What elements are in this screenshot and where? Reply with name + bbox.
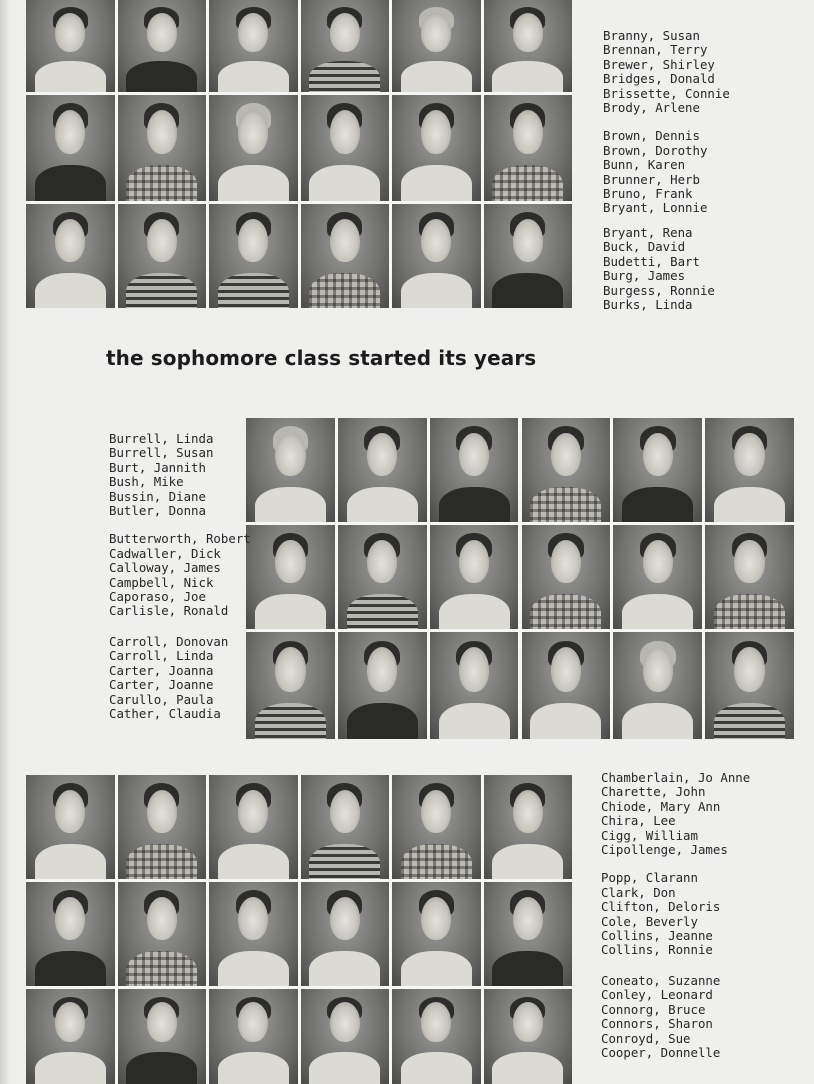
student-name: Bryant, Lonnie	[603, 200, 708, 216]
name-group	[109, 532, 251, 618]
student-portrait-photo	[26, 95, 115, 201]
student-name: Bush, Mike	[109, 474, 184, 490]
student-portrait-photo	[613, 632, 702, 739]
student-portrait-photo	[209, 989, 298, 1084]
student-portrait-photo	[392, 775, 481, 879]
student-portrait-photo	[392, 204, 481, 308]
name-list-bottom	[601, 771, 750, 1060]
student-portrait-photo	[484, 882, 573, 986]
student-portrait-photo	[209, 95, 298, 201]
student-portrait-photo	[301, 0, 390, 92]
student-portrait-photo	[246, 418, 335, 522]
student-name: Budetti, Bart	[603, 253, 700, 269]
student-name: Cather, Claudia	[109, 705, 221, 721]
student-name: Bryant, Rena	[603, 224, 693, 240]
student-name: Campbell, Nick	[109, 574, 214, 590]
student-portrait-photo	[392, 95, 481, 201]
name-group	[601, 974, 750, 1060]
student-portrait-photo	[118, 95, 207, 201]
name-list-top	[603, 29, 730, 312]
student-name: Cipollenge, James	[601, 842, 728, 858]
portrait-grid-top	[26, 0, 572, 308]
student-portrait-photo	[118, 882, 207, 986]
student-portrait-photo	[26, 989, 115, 1084]
student-portrait-photo	[430, 632, 519, 739]
student-portrait-photo	[209, 204, 298, 308]
name-group	[603, 129, 730, 215]
student-portrait-photo	[26, 0, 115, 92]
student-name: Carullo, Paula	[109, 691, 214, 707]
student-portrait-photo	[705, 525, 794, 629]
student-portrait-photo	[484, 0, 573, 92]
student-portrait-photo	[705, 418, 794, 522]
name-group	[109, 635, 251, 721]
student-name: Brewer, Shirley	[603, 56, 715, 72]
student-name: Burrell, Susan	[109, 445, 214, 461]
student-portrait-photo	[522, 418, 611, 522]
student-name: Bruno, Frank	[603, 186, 693, 202]
student-name: Butler, Donna	[109, 503, 206, 519]
student-name: Clark, Don	[601, 884, 676, 900]
student-name: Burgess, Ronnie	[603, 282, 715, 298]
student-portrait-photo	[392, 882, 481, 986]
section-heading: the sophomore class started its years	[106, 346, 537, 370]
student-portrait-photo	[613, 418, 702, 522]
student-portrait-photo	[301, 882, 390, 986]
student-portrait-photo	[484, 95, 573, 201]
student-name: Chamberlain, Jo Anne	[601, 770, 751, 785]
student-name: Carroll, Linda	[109, 648, 214, 664]
student-name: Brody, Arlene	[603, 100, 700, 116]
student-name: Charette, John	[601, 784, 706, 800]
name-group	[601, 871, 750, 957]
student-portrait-photo	[392, 0, 481, 92]
student-portrait-photo	[209, 775, 298, 879]
name-group	[601, 771, 750, 857]
student-name: Burt, Jannith	[109, 459, 206, 475]
student-name: Cadwaller, Dick	[109, 545, 221, 561]
student-portrait-photo	[484, 204, 573, 308]
student-name: Carter, Joanna	[109, 662, 214, 678]
student-name: Conroyd, Sue	[601, 1030, 691, 1046]
student-portrait-photo	[301, 95, 390, 201]
student-name: Brennan, Terry	[603, 42, 708, 58]
student-name: Bussin, Diane	[109, 488, 206, 504]
student-name: Carter, Joanne	[109, 677, 214, 693]
student-name: Carlisle, Ronald	[109, 603, 229, 619]
student-name: Branny, Susan	[603, 28, 700, 43]
student-portrait-photo	[484, 989, 573, 1084]
student-portrait-photo	[26, 775, 115, 879]
student-portrait-photo	[338, 632, 427, 739]
student-name: Popp, Clarann	[601, 870, 698, 886]
student-name: Cigg, William	[601, 827, 698, 843]
name-group	[603, 226, 730, 312]
portrait-grid-bottom	[26, 775, 572, 1084]
student-name: Collins, Ronnie	[601, 942, 713, 958]
student-name: Brown, Dennis	[603, 128, 700, 144]
student-name: Cole, Beverly	[601, 913, 698, 929]
student-portrait-photo	[705, 632, 794, 739]
student-portrait-photo	[338, 418, 427, 522]
student-portrait-photo	[522, 525, 611, 629]
student-name: Cooper, Donnelle	[601, 1044, 721, 1060]
student-name: Carroll, Donovan	[109, 633, 229, 649]
student-portrait-photo	[118, 0, 207, 92]
student-portrait-photo	[392, 989, 481, 1084]
student-portrait-photo	[209, 0, 298, 92]
student-name: Clifton, Deloris	[601, 899, 721, 915]
student-portrait-photo	[246, 525, 335, 629]
student-name: Collins, Jeanne	[601, 928, 713, 944]
portrait-grid-middle	[246, 418, 794, 739]
student-portrait-photo	[301, 204, 390, 308]
student-portrait-photo	[484, 775, 573, 879]
student-portrait-photo	[430, 418, 519, 522]
student-name: Burrell, Linda	[109, 431, 214, 446]
student-portrait-photo	[246, 632, 335, 739]
student-name: Chiode, Mary Ann	[601, 798, 721, 814]
name-group	[109, 432, 251, 518]
student-name: Burg, James	[603, 268, 686, 284]
student-name: Connorg, Bruce	[601, 1001, 706, 1017]
student-portrait-photo	[613, 525, 702, 629]
student-name: Conley, Leonard	[601, 987, 713, 1003]
student-portrait-photo	[209, 882, 298, 986]
student-name: Brown, Dorothy	[603, 142, 708, 158]
student-portrait-photo	[118, 775, 207, 879]
student-name: Bunn, Karen	[603, 157, 686, 173]
student-name: Coneato, Suzanne	[601, 972, 721, 988]
student-name: Calloway, James	[109, 560, 221, 576]
student-name: Connors, Sharon	[601, 1016, 713, 1032]
name-group	[603, 29, 730, 115]
student-name: Burks, Linda	[603, 296, 693, 312]
page-gutter-shadow	[0, 0, 10, 1084]
student-portrait-photo	[430, 525, 519, 629]
student-name: Buck, David	[603, 239, 686, 255]
student-portrait-photo	[338, 525, 427, 629]
student-portrait-photo	[118, 204, 207, 308]
student-name: Brissette, Connie	[603, 85, 730, 101]
name-list-middle	[109, 432, 251, 721]
student-name: Butterworth, Robert	[109, 531, 251, 547]
student-portrait-photo	[118, 989, 207, 1084]
student-name: Brunner, Herb	[603, 171, 700, 187]
student-portrait-photo	[301, 775, 390, 879]
student-portrait-photo	[26, 882, 115, 986]
student-name: Chira, Lee	[601, 813, 676, 829]
student-portrait-photo	[301, 989, 390, 1084]
student-name: Caporaso, Joe	[109, 589, 206, 605]
student-name: Bridges, Donald	[603, 71, 715, 87]
student-portrait-photo	[522, 632, 611, 739]
student-portrait-photo	[26, 204, 115, 308]
